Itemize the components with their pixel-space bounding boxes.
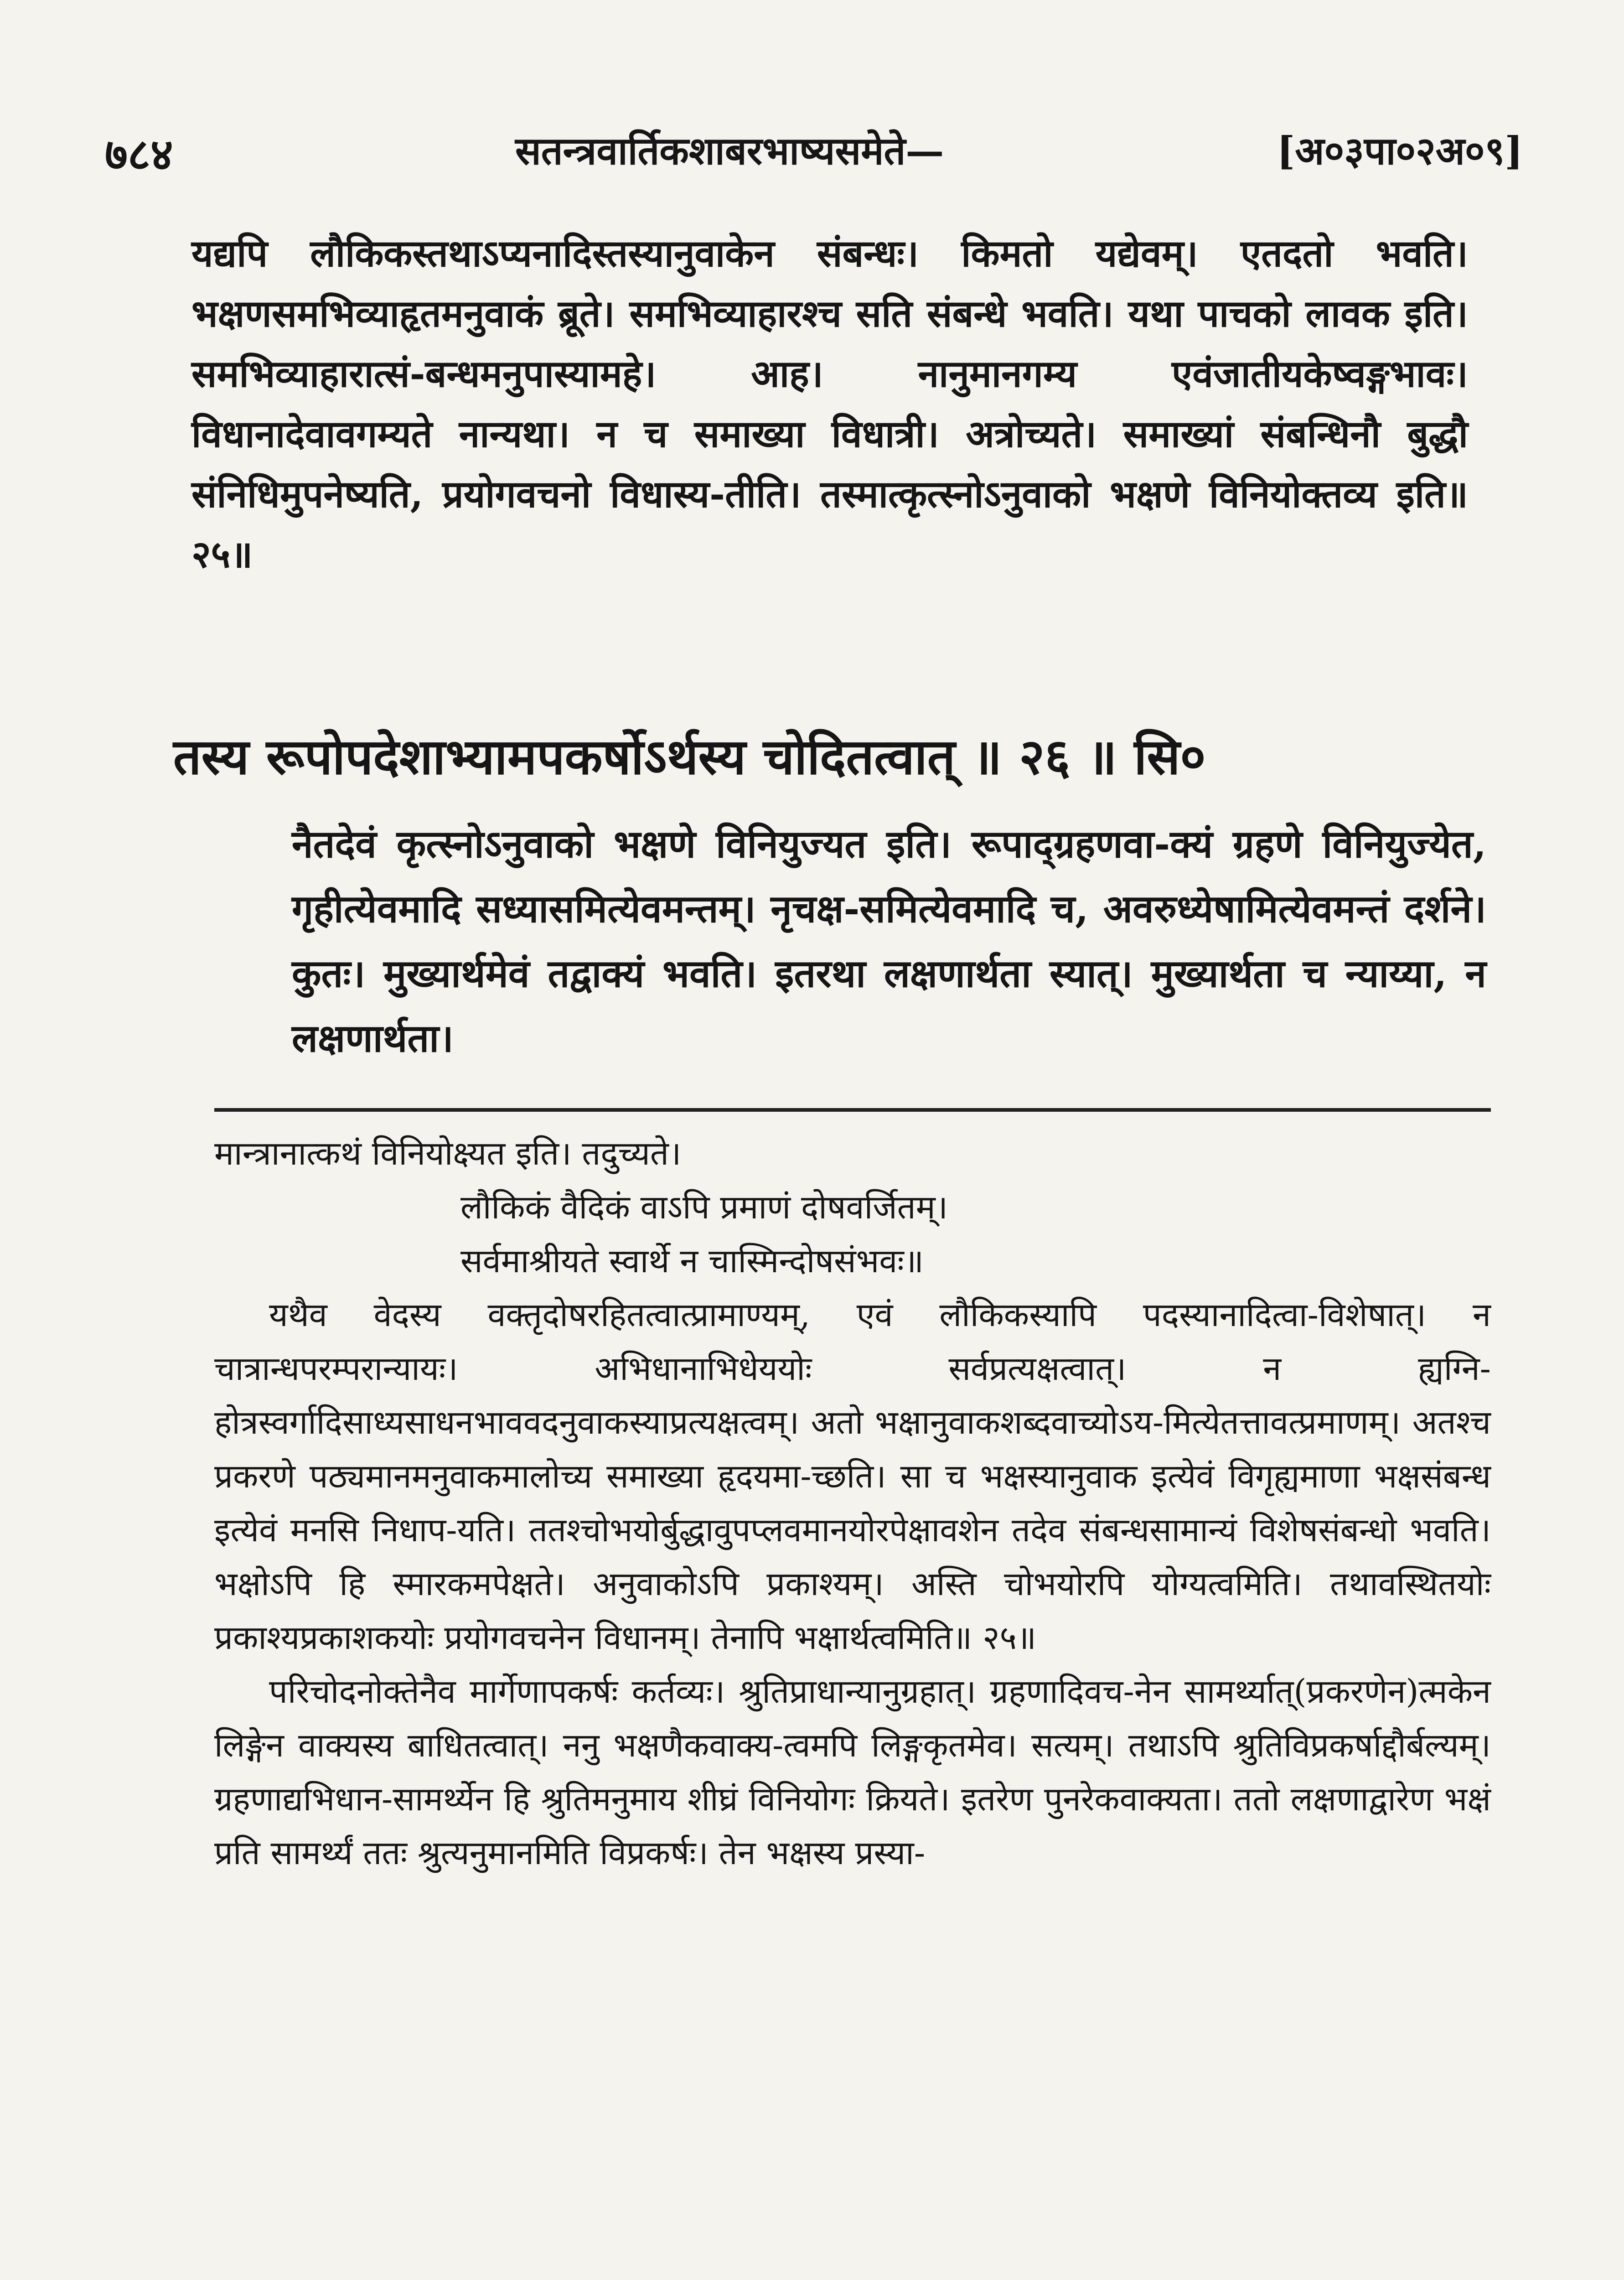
verse-line: सर्वमाश्रीयते स्वार्थे न चास्मिन्दोषसंभवः॥ xyxy=(460,1242,924,1280)
page-header xyxy=(105,114,1523,182)
commentary-paragraph: यथैव वेदस्य वक्तृदोषरहितत्वात्प्रामाण्यम्, एवं लौकिकस्यापि पदस्यानादित्वा-विशेषात्। न चात्रान्धपरम्परान्यायः। अभिधानाभिधेययोः सर्वप्रत्यक्षत्वात्। न ह्यग्नि-होत्रस्वर्गादिसाध्यसाधनभाववदनुवाकस्याप्रत्यक्षत्वम्। अतो भक्षानुवाकशब्दवाच्योऽय-मित्येतत्तावत्प्रमाणम्। अतश्च प्रकरणे पठ्यमानमनुवाकमालोच्य समाख्या हृदयमा-च्छति। सा च भक्षस्यानुवाक इत्येवं विगृह्यमाणा भक्षसंबन्ध इत्येवं मनसि निधाप-यति। ततश्चोभयोर्बुद्धावुपप्लवमानयोरपेक्षावशेन तदेव संबन्धसामान्यं विशेषसंबन्धो भवति। भक्षोऽपि हि स्मारकमपेक्षते। अनुवाकोऽपि प्रकाश्यम्। अस्ति चोभयोरपि योग्यत्वमिति। तथावस्थितयोः प्रकाश्यप्रकाशकयोः प्रयोगवचनेन विधानम्। तेनापि भक्षार्थत्वमिति॥ २५॥ xyxy=(214,1295,1491,1657)
running-title: सतन्त्रवार्तिकशाबरभाष्यसमेते— xyxy=(515,128,944,173)
bhashya-text-top: यद्यपि लौकिकस्तथाऽप्यनादिस्तस्यानुवाकेन संबन्धः। किमतो यद्येवम्। एतदतो भवति। भक्षणसमभिव्याहृतमनुवाकं ब्रूते। समभिव्याहारश्च सति संबन्धे भवति। यथा पाचको लावक इति। समभिव्याहारात्सं-बन्धमनुपास्यामहे। आह। नानुमानगम्य एवंजातीयकेष्वङ्गभावः। विधानादेवावगम्यते नान्यथा। न च समाख्या विधात्री। अत्रोच्यते। समाख्यां संबन्धिनौ बुद्धौ संनिधिमुपनेष्यति, प्रयोगवचनो विधास्य-तीति। तस्मात्कृत्स्नोऽनुवाको भक्षणे विनियोक्तव्य इति॥ २५॥ xyxy=(191,232,1468,576)
section-reference: [अ०३पा०२अ०९] xyxy=(1277,128,1523,173)
page-number: ७८४ xyxy=(105,129,173,180)
section-divider xyxy=(214,1108,1491,1112)
vartika-commentary xyxy=(214,1126,1491,1880)
commentary-paragraph: परिचोदनोक्तेनैव मार्गेणापकर्षः कर्तव्यः। श्रुतिप्राधान्यानुग्रहात्। ग्रहणादिवच-नेन सामर्थ्यात्(प्रकरणेन)त्मकेन लिङ्गेन वाक्यस्य बाधितत्वात्। ननु भक्षणैकवाक्य-त्वमपि लिङ्गकृतमेव। सत्यम्। तथाऽपि श्रुतिविप्रकर्षाद्दौर्बल्यम्। ग्रहणाद्यभिधान-सामर्थ्येन हि श्रुतिमनुमाय शीघ्रं विनियोगः क्रियते। इतरेण पुनरेकवाक्यता। ततो लक्षणाद्वारेण भक्षं प्रति सामर्थ्यं ततः श्रुत्यनुमानमिति विप्रकर्षः। तेन भक्षस्य प्रस्या- xyxy=(214,1672,1491,1872)
commentary-line: मान्त्रानात्कथं विनियोक्ष्यत इति। तदुच्यते। xyxy=(214,1134,682,1172)
verse-line: लौकिकं वैदिकं वाऽपि प्रमाणं दोषवर्जितम्। xyxy=(460,1188,948,1226)
bhashya-text-continued: नैतदेवं कृत्स्नोऽनुवाको भक्षणे विनियुज्यत इति। रूपाद्ग्रहणवा-क्यं ग्रहणे विनियुज्येत, गृहीत्येवमादि सध्यासमित्येवमन्तम्। नृचक्ष-समित्येवमादि च, अवरुध्येषामित्येवमन्तं दर्शने। कुतः। मुख्यार्थमेवं तद्वाक्यं भवति। इतरथा लक्षणार्थता स्यात्। मुख्यार्थता च न्याय्या, न लक्षणार्थता। xyxy=(292,821,1486,1061)
sutra-heading: तस्य रूपोपदेशाभ्यामपकर्षोऽर्थस्य चोदितत्वात् ॥ २६ ॥ सि० xyxy=(173,728,1206,786)
